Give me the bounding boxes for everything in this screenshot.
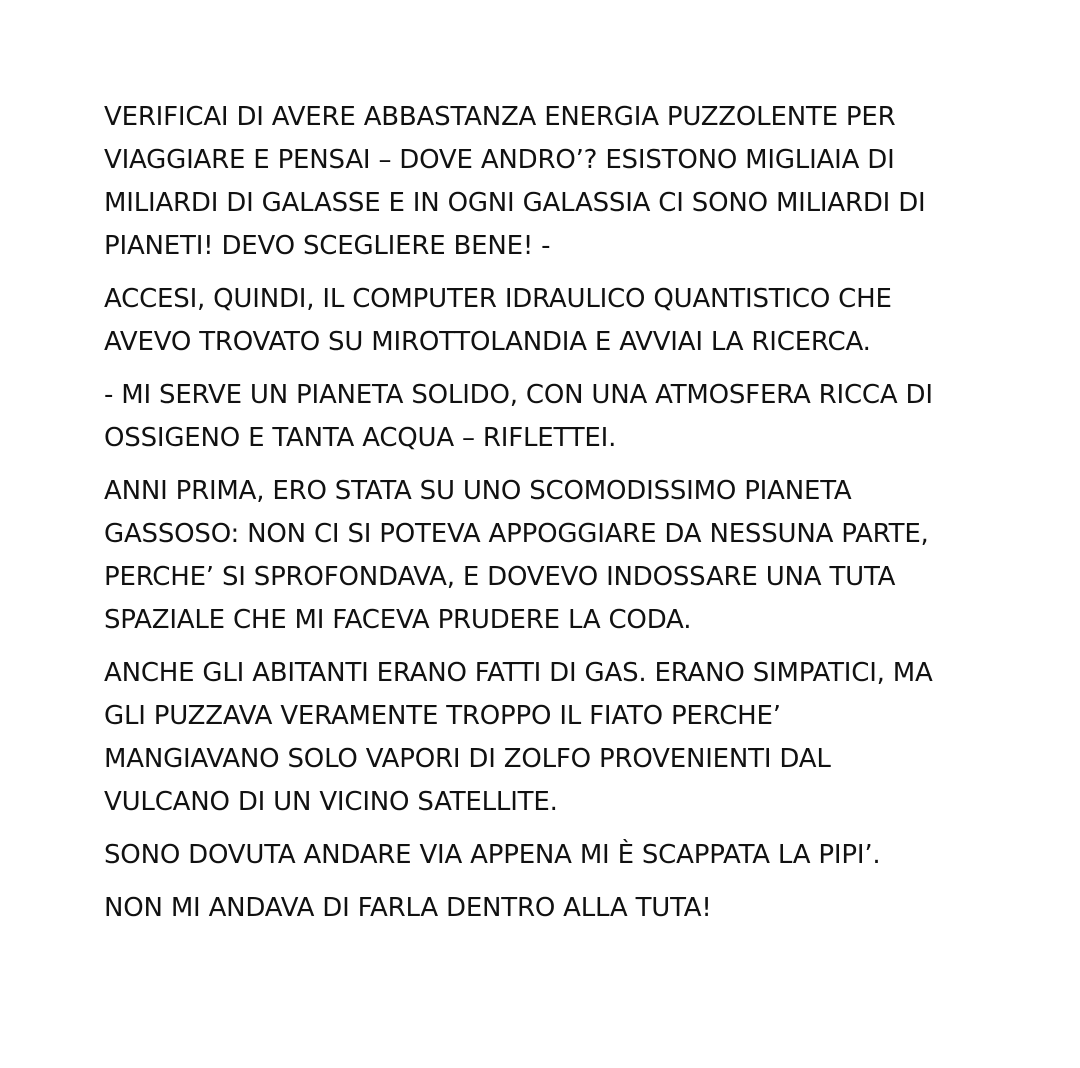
text-line: PIANETI! DEVO SCEGLIERE BENE! - (104, 231, 551, 261)
text-line: GLI PUZZAVA VERAMENTE TROPPO IL FIATO PERCHE’ (104, 701, 781, 731)
text-line: VERIFICAI DI AVERE ABBASTANZA ENERGIA PUZZOLENTE PER (104, 102, 896, 132)
text-line: MANGIAVANO SOLO VAPORI DI ZOLFO PROVENIENTI DAL (104, 744, 831, 774)
paragraph-5 (104, 652, 1044, 824)
text-line: ANCHE GLI ABITANTI ERANO FATTI DI GAS. ERANO SIMPATICI, MA (104, 658, 933, 688)
paragraph-2 (104, 278, 1044, 364)
text-line: ACCESI, QUINDI, IL COMPUTER IDRAULICO QUANTISTICO CHE (104, 284, 892, 314)
text-line: MILIARDI DI GALASSE E IN OGNI GALASSIA CI SONO MILIARDI DI (104, 188, 926, 218)
paragraph-7 (104, 887, 1044, 930)
text-line: AVEVO TROVATO SU MIROTTOLANDIA E AVVIAI LA RICERCA. (104, 327, 871, 357)
paragraph-3 (104, 374, 1044, 460)
text-line: - MI SERVE UN PIANETA SOLIDO, CON UNA ATMOSFERA RICCA DI (104, 380, 933, 410)
paragraph-6 (104, 834, 1044, 877)
paragraph-1 (104, 96, 1044, 268)
text-line: OSSIGENO E TANTA ACQUA – RIFLETTEI. (104, 423, 617, 453)
text-line: ANNI PRIMA, ERO STATA SU UNO SCOMODISSIMO PIANETA (104, 476, 852, 506)
text-line: NON MI ANDAVA DI FARLA DENTRO ALLA TUTA! (104, 893, 712, 923)
story-text (104, 96, 1044, 940)
text-line: VULCANO DI UN VICINO SATELLITE. (104, 787, 558, 817)
text-line: GASSOSO: NON CI SI POTEVA APPOGGIARE DA NESSUNA PARTE, (104, 519, 929, 549)
text-line: PERCHE’ SI SPROFONDAVA, E DOVEVO INDOSSARE UNA TUTA (104, 562, 896, 592)
text-line: SPAZIALE CHE MI FACEVA PRUDERE LA CODA. (104, 605, 692, 635)
paragraph-4 (104, 470, 1044, 642)
text-line: VIAGGIARE E PENSAI – DOVE ANDRO’? ESISTONO MIGLIAIA DI (104, 145, 895, 175)
text-line: SONO DOVUTA ANDARE VIA APPENA MI È SCAPPATA LA PIPI’. (104, 840, 881, 870)
